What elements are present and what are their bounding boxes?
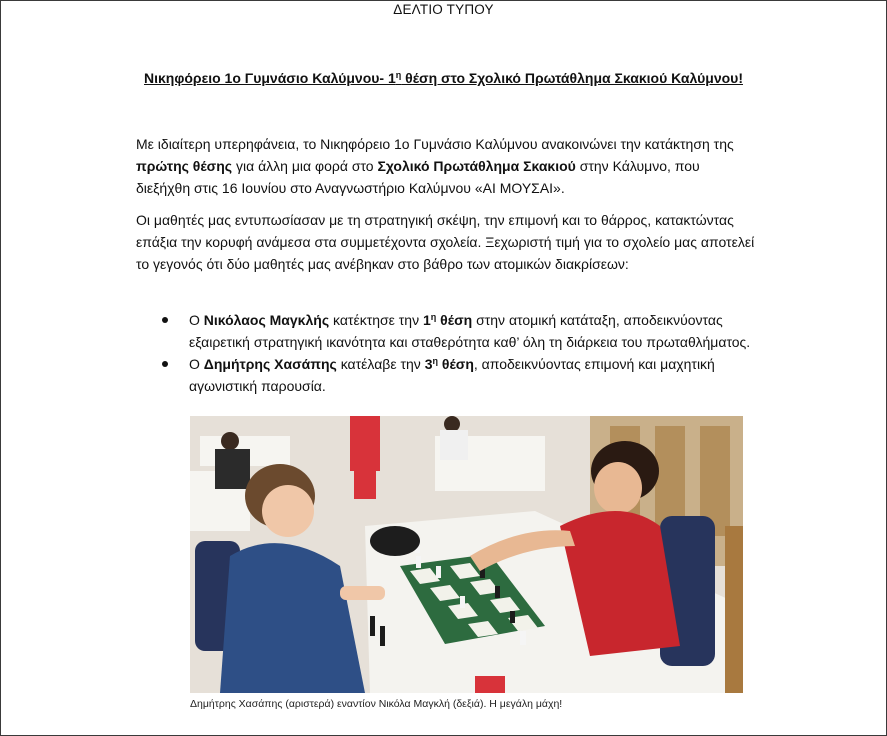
photo-left-player-face <box>262 485 314 537</box>
bullet-dot-icon <box>162 317 168 323</box>
place-label <box>423 312 472 328</box>
student-name: Νικόλαος Μαγκλής <box>203 312 330 328</box>
place-label <box>425 356 474 372</box>
place-number: 3 <box>424 356 433 372</box>
intro-text-1: Με ιδιαίτερη υπερηφάνεια, το Νικηφόρειο 1ο Γυμνάσιο Καλύμνου ανακοινώνει την κατάκτηση της <box>136 136 734 152</box>
place-superscript: η <box>430 312 437 322</box>
place-word: θέση <box>436 312 473 328</box>
bullet-text: κατέκτησε την <box>329 312 423 328</box>
paragraph-students: Οι μαθητές μας εντυπωσίασαν με τη στρατηγική σκέψη, την επιμονή και το θάρρος, κατακτώντας επάξια την κορυφή ανάμεσα στα συμμετέχοντα σχολεία. Ξεχωριστή τιμή για το σχολείο μας αποτελεί το γεγονός ότι δύο μαθητές μας ανέβηκαν στο βάθρο των ατομικών διακρίσεων: <box>136 212 755 272</box>
photo-chess-piece <box>380 626 385 646</box>
headline-text-end: θέση στο Σχολικό Πρωτάθλημα Σκακιού Καλύμνου! <box>401 70 743 86</box>
headline <box>1 68 886 88</box>
photo-background-player <box>215 449 250 489</box>
place-word: θέση <box>437 356 474 372</box>
bullet-text: , αποδεικνύοντας επιμονή και μαχητική αγωνιστική παρουσία. <box>189 356 715 394</box>
headline-superscript: η <box>395 70 402 80</box>
student-name: Δημήτρης Χασάπης <box>203 356 337 372</box>
chess-match-photo <box>190 416 743 693</box>
place-number: 1 <box>423 312 431 328</box>
place-superscript: η <box>432 356 438 366</box>
photo-chess-piece <box>460 596 465 608</box>
photo-background-player <box>440 430 468 460</box>
photo-right-player-face <box>594 462 642 514</box>
photo-chess-piece <box>416 556 421 568</box>
photo-illustration <box>190 416 743 693</box>
bullet-text: κατέλαβε την <box>336 356 425 372</box>
headline-text-start: Νικηφόρειο 1ο Γυμνάσιο Καλύμνου- 1 <box>144 70 396 86</box>
photo-background-player <box>350 416 380 471</box>
photo-background-player-legs <box>354 471 376 499</box>
bullet-text: Ο <box>189 356 204 372</box>
photo-background-player-head <box>221 432 239 450</box>
list-item <box>189 353 754 397</box>
intro-text-2: για άλλη μια φορά στο <box>232 158 378 174</box>
intro-bold-first-place: πρώτης θέσης <box>136 158 233 174</box>
photo-caption: Δημήτρης Χασάπης (αριστερά) εναντίον Νικόλα Μαγκλή (δεξιά). Η μεγάλη μάχη! <box>190 698 563 710</box>
photo-score-card <box>475 676 505 693</box>
photo-background-player-head <box>444 416 460 432</box>
bullet-dot-icon <box>162 361 168 367</box>
photo-chess-piece <box>370 616 375 636</box>
photo-bag <box>370 526 420 556</box>
press-release-header: ΔΕΛΤΙΟ ΤΥΠΟΥ <box>393 2 494 17</box>
photo-chess-piece <box>520 631 526 645</box>
bullet-text: στην ατομική κατάταξη, αποδεικνύοντας εξαιρετική στρατηγική ικανότητα και σταθερότητα καθ’ όλη τη διάρκεια του πρωταθλήματος. <box>189 312 751 350</box>
bullet-text: Ο <box>189 312 204 328</box>
photo-left-player-arm <box>340 586 385 600</box>
awards-list <box>189 309 754 397</box>
photo-chess-piece <box>510 611 515 623</box>
intro-bold-championship: Σχολικό Πρωτάθλημα Σκακιού <box>377 158 576 174</box>
list-item <box>189 309 754 353</box>
photo-wooden-post <box>725 526 743 693</box>
intro-text-3: στην Κάλυμνο, που διεξήχθη στις 16 Ιουνίου στο Αναγνωστήριο Καλύμνου «ΑΙ ΜΟΥΣΑΙ». <box>136 158 700 196</box>
paragraph-intro <box>136 133 756 199</box>
photo-chess-piece <box>436 566 441 578</box>
photo-chess-piece <box>495 586 500 598</box>
